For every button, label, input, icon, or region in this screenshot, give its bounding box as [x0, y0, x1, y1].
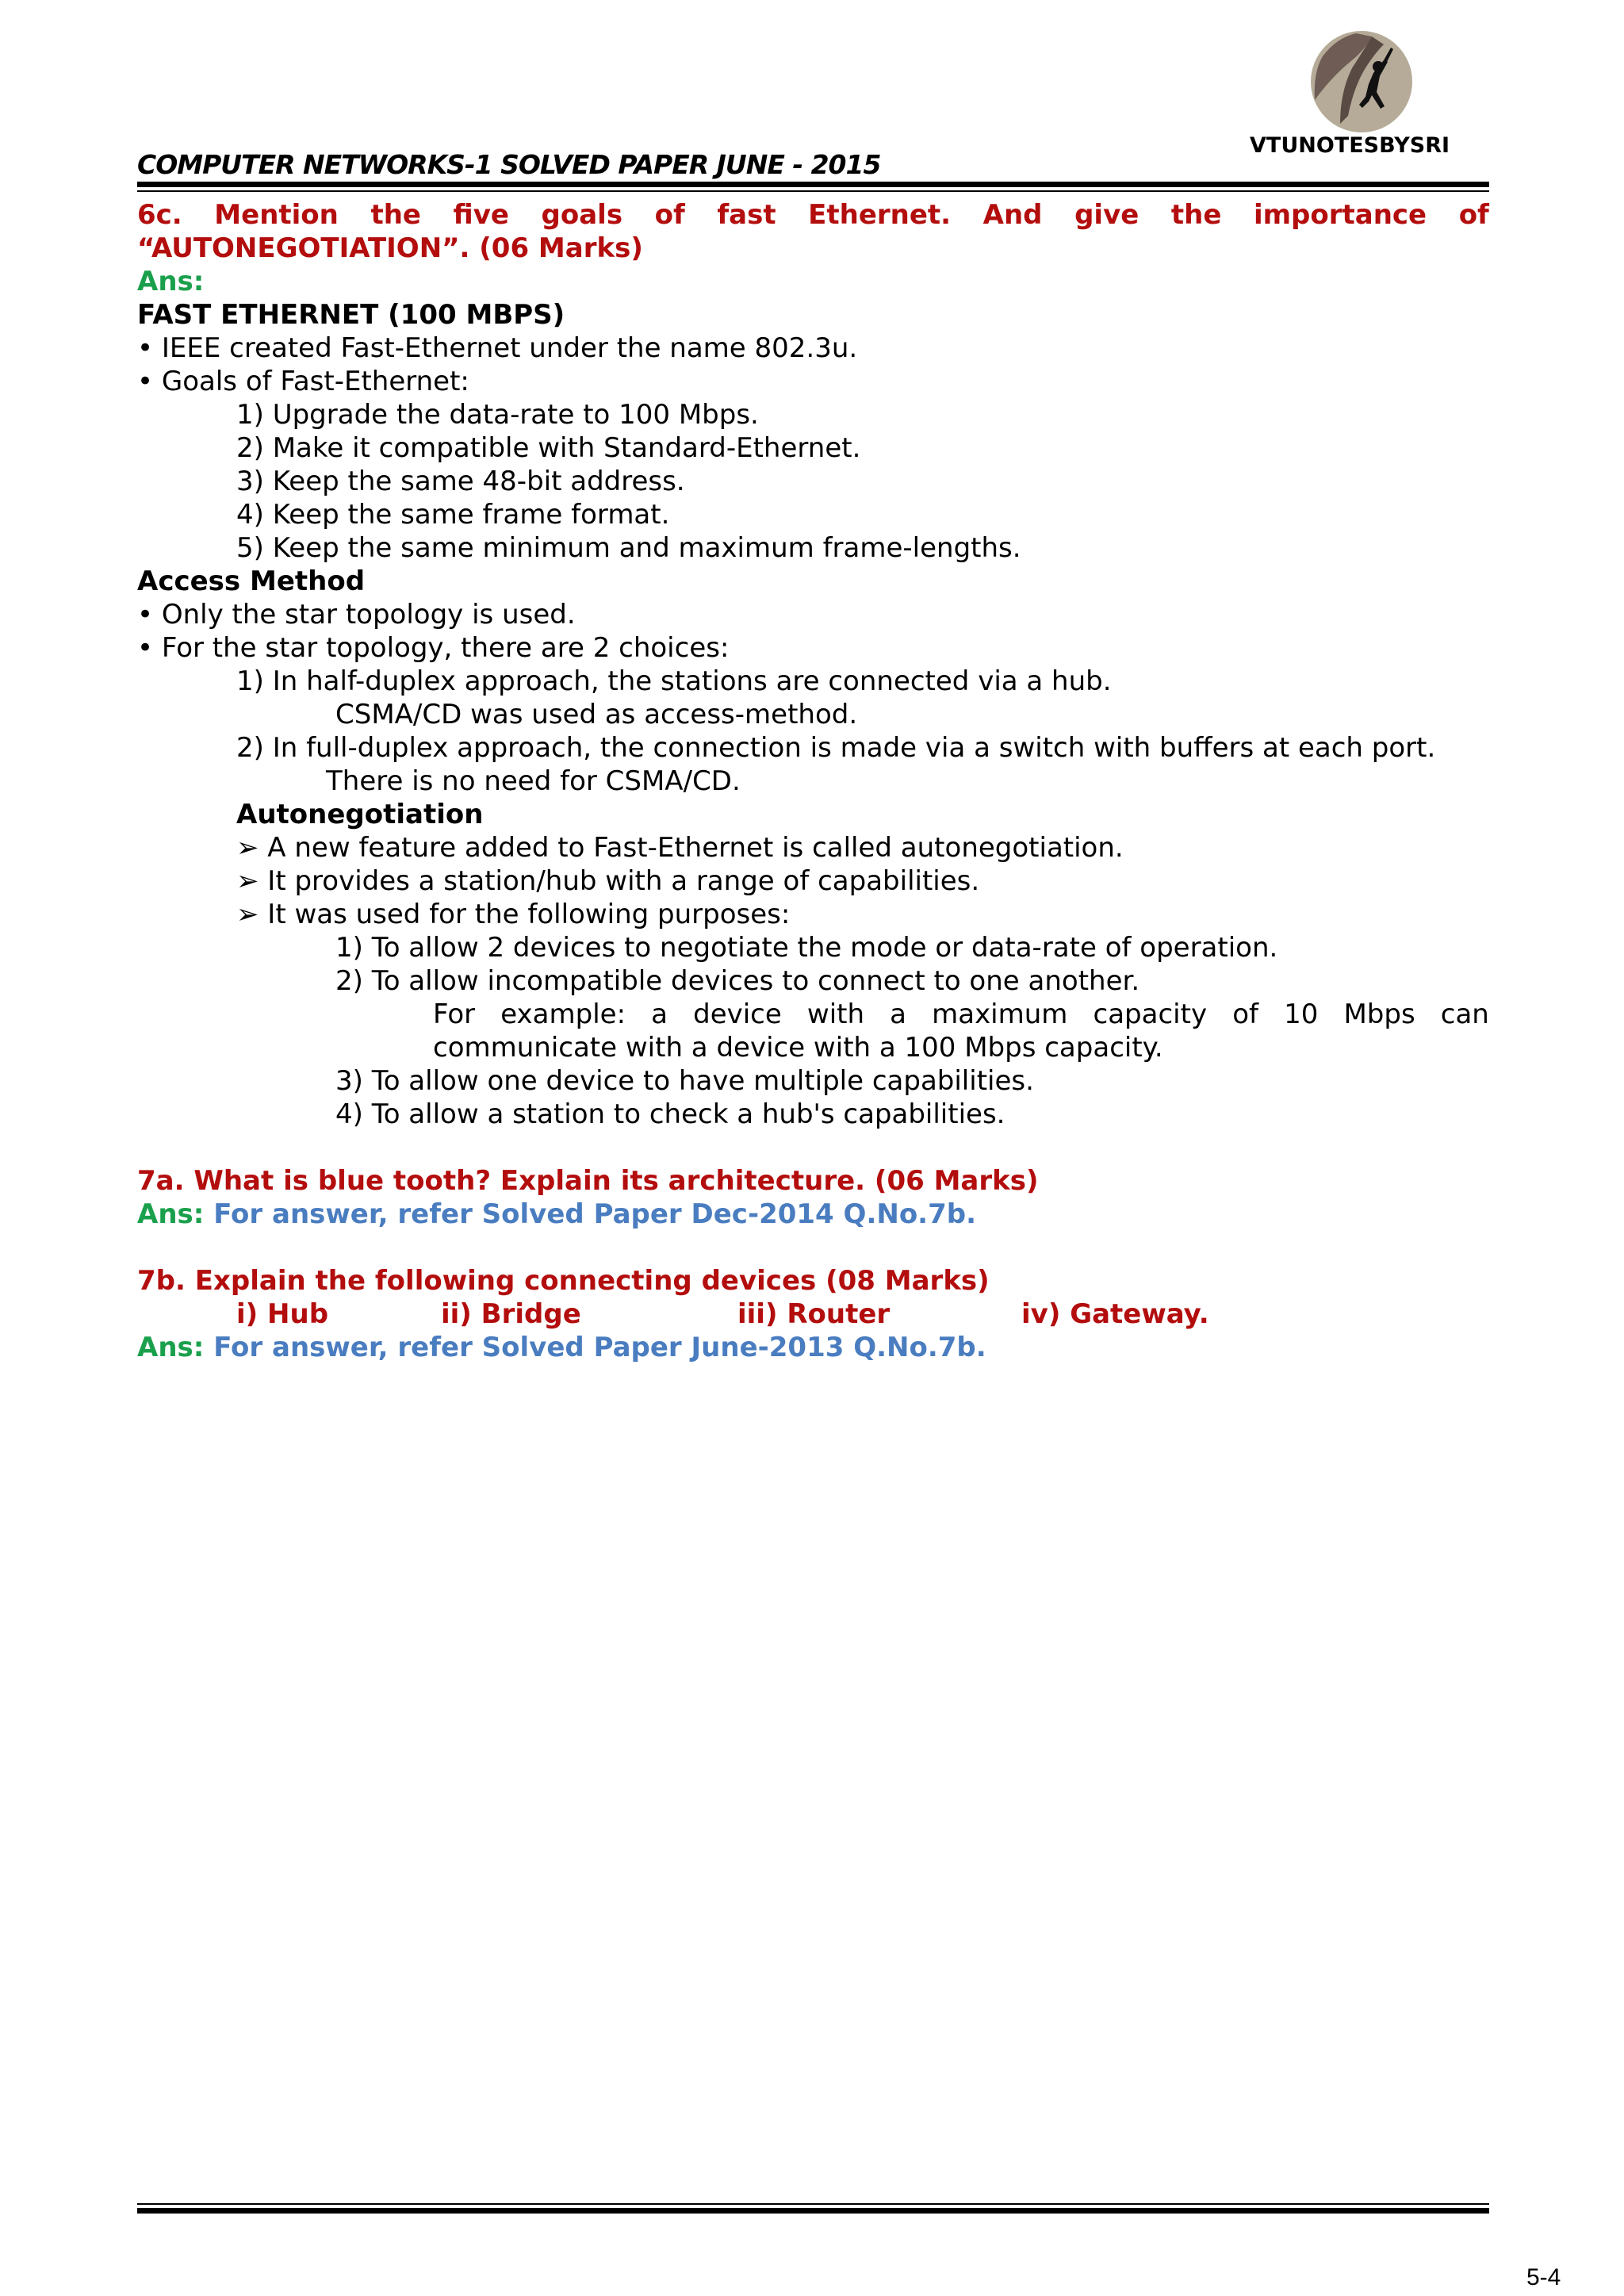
example-word: with: [806, 999, 865, 1030]
device-item-hub: i) Hub: [236, 1298, 329, 1330]
example-line2: communicate with a device with a 100 Mbps capacity.: [433, 1032, 1163, 1064]
example-word: example:: [500, 999, 626, 1030]
question-word: five: [453, 199, 509, 231]
question-word: 6c.: [137, 199, 182, 231]
answer-7b: [137, 1331, 1489, 1364]
question-word: of: [1458, 199, 1489, 231]
goal-item: 2) Make it compatible with Standard-Ethernet.: [236, 432, 861, 464]
device-item-gateway: iv) Gateway.: [1021, 1298, 1209, 1330]
device-item-router: iii) Router: [737, 1298, 891, 1330]
answer-label: Ans:: [137, 1332, 205, 1363]
page-number: 5-4: [1526, 2264, 1561, 2290]
goal-item: 1) Upgrade the data-rate to 100 Mbps.: [236, 399, 759, 431]
logo-text: VTUNOTESBYSRI: [1250, 133, 1450, 158]
example-word: device: [693, 999, 782, 1030]
question-6c-line1: [137, 198, 1489, 232]
device-item-bridge: ii) Bridge: [441, 1298, 581, 1330]
footer-rule: [137, 2208, 1489, 2214]
choice-half-duplex-sub: CSMA/CD was used as access-method.: [335, 699, 858, 730]
header-rule: [137, 182, 1489, 187]
answer-label: Ans:: [137, 1198, 205, 1230]
example-word: a: [890, 999, 906, 1030]
question-word: give: [1074, 199, 1139, 231]
purpose-item: 1) To allow 2 devices to negotiate the mode or data-rate of operation.: [335, 932, 1278, 964]
bullet-goals: • Goals of Fast-Ethernet:: [137, 366, 469, 397]
goal-item: 3) Keep the same 48-bit address.: [236, 466, 685, 497]
spacer: [137, 1231, 1489, 1264]
question-6c-line2: “AUTONEGOTIATION”. (06 Marks): [137, 232, 643, 264]
example-word: can: [1440, 999, 1489, 1030]
bullet-choices: • For the star topology, there are 2 choices:: [137, 632, 730, 664]
question-7b: 7b. Explain the following connecting devices (08 Marks): [137, 1265, 990, 1297]
auto-point: ➢ It was used for the following purposes:: [236, 899, 791, 930]
auto-point: ➢ It provides a station/hub with a range of capabilities.: [236, 865, 980, 897]
section-heading-autonegotiation: Autonegotiation: [236, 799, 484, 830]
question-7a: 7a. What is blue tooth? Explain its architecture. (06 Marks): [137, 1165, 1039, 1197]
question-7b-items: [137, 1297, 1489, 1331]
choice-full-duplex-sub: There is no need for CSMA/CD.: [326, 765, 741, 797]
purpose-item: 3) To allow one device to have multiple capabilities.: [335, 1065, 1034, 1097]
example-word: 10: [1284, 999, 1319, 1030]
question-word: of: [654, 199, 685, 231]
header-rule-thin: [137, 190, 1489, 192]
question-word: fast: [717, 199, 776, 231]
section-heading-fast-ethernet: FAST ETHERNET (100 MBPS): [137, 299, 565, 331]
example-word: Mbps: [1343, 999, 1415, 1030]
question-word: Mention: [214, 199, 339, 231]
purpose-item: 2) To allow incompatible devices to connect to one another.: [335, 965, 1140, 997]
choice-half-duplex: 1) In half-duplex approach, the stations are connected via a hub.: [236, 665, 1112, 697]
bullet-star-topology: • Only the star topology is used.: [137, 599, 576, 631]
header-title: COMPUTER NETWORKS-1 SOLVED PAPER JUNE - 2015: [137, 149, 881, 180]
example-word: capacity: [1093, 999, 1208, 1030]
example-word: For: [433, 999, 476, 1030]
choice-full-duplex: 2) In full-duplex approach, the connection is made via a switch with buffers at each port.: [236, 732, 1436, 764]
answer-7a: [137, 1198, 1489, 1231]
goal-item: 4) Keep the same frame format.: [236, 499, 670, 531]
footer-rule-thin: [137, 2203, 1489, 2205]
answer-label: Ans:: [137, 266, 205, 297]
example-word: of: [1232, 999, 1258, 1030]
goal-item: 5) Keep the same minimum and maximum frame-lengths.: [236, 532, 1021, 564]
example-line1: [137, 998, 1489, 1031]
purpose-item: 4) To allow a station to check a hub's capabilities.: [335, 1098, 1005, 1130]
auto-point: ➢ A new feature added to Fast-Ethernet is called autonegotiation.: [236, 832, 1124, 864]
question-word: the: [370, 199, 421, 231]
answer-reference: For answer, refer Solved Paper Dec-2014 Q.No.7b.: [213, 1198, 976, 1230]
question-word: goals: [541, 199, 623, 231]
question-word: the: [1170, 199, 1222, 231]
spacer: [137, 1131, 1489, 1164]
question-word: Ethernet.: [808, 199, 952, 231]
climber-logo-icon: [1308, 29, 1415, 135]
bullet-ieee: • IEEE created Fast-Ethernet under the name 802.3u.: [137, 332, 858, 364]
page-content: [137, 198, 1489, 1364]
example-word: maximum: [932, 999, 1068, 1030]
question-word: And: [982, 199, 1043, 231]
answer-reference: For answer, refer Solved Paper June-2013 Q.No.7b.: [213, 1332, 986, 1363]
section-heading-access-method: Access Method: [137, 565, 366, 597]
example-word: a: [651, 999, 668, 1030]
question-word: importance: [1253, 199, 1427, 231]
